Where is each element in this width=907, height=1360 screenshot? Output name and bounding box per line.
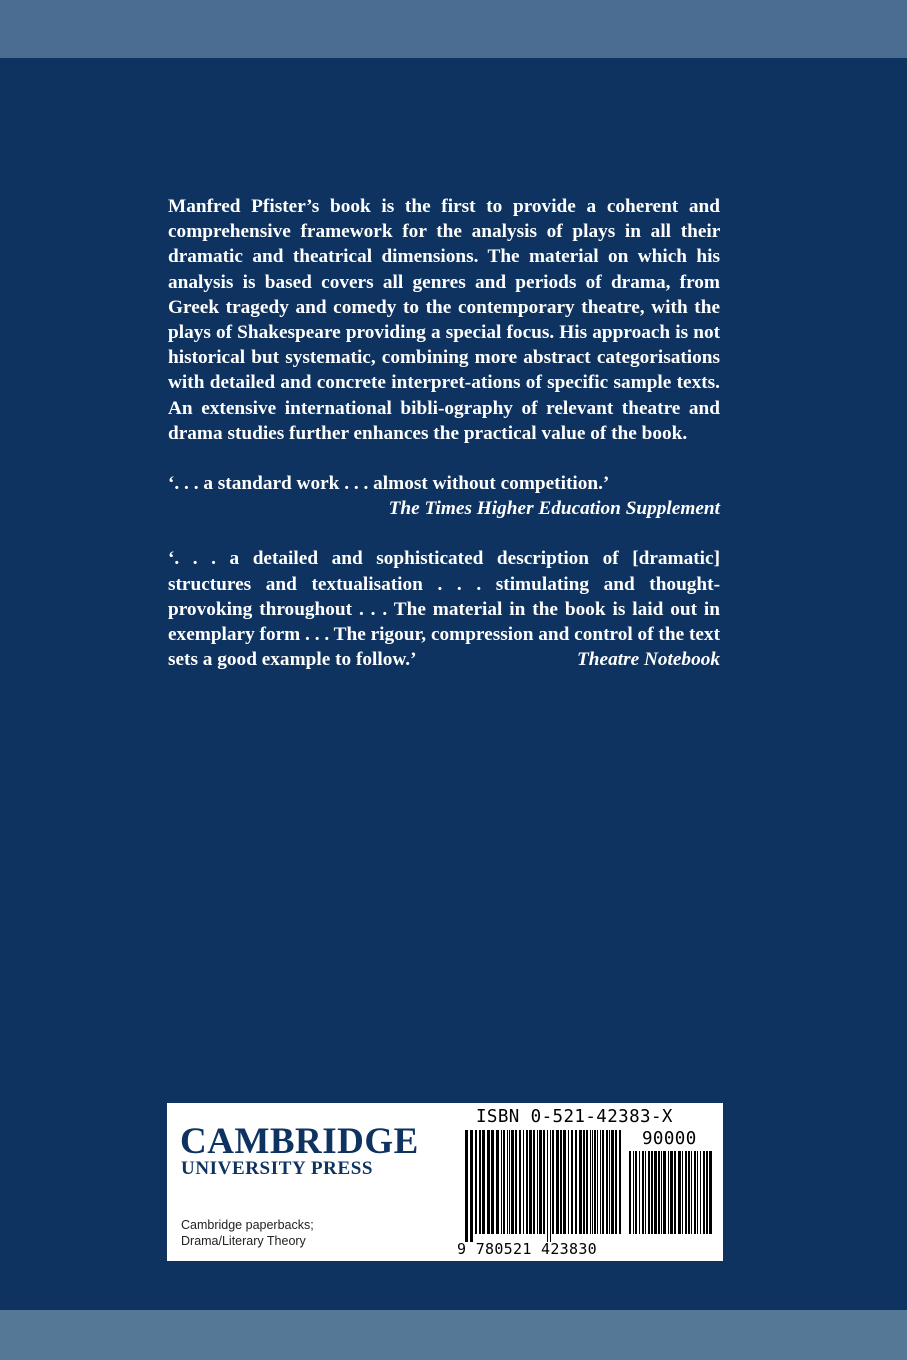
blurb-text (168, 194, 720, 672)
barcode-bar (592, 1130, 593, 1234)
barcode-bar (507, 1130, 508, 1234)
barcode-bar (503, 1130, 505, 1234)
barcode-bar (552, 1130, 554, 1234)
barcode-bar (519, 1130, 521, 1234)
price-code: 90000 (642, 1129, 697, 1149)
barcode-bar (479, 1130, 481, 1234)
barcode-bar (515, 1130, 517, 1234)
barcode-bar (465, 1130, 468, 1242)
barcode-bar (571, 1130, 573, 1234)
barcode-bar (682, 1151, 683, 1234)
barcode-bar (602, 1130, 604, 1234)
barcode-bar (685, 1151, 687, 1234)
barcode-bar (611, 1130, 614, 1234)
barcode-bar (543, 1130, 545, 1234)
barcode-bar (697, 1151, 698, 1234)
review-source-1: The Times Higher Education Supplement (388, 498, 720, 520)
barcode-bar (629, 1151, 631, 1234)
barcode-bar (511, 1130, 514, 1234)
barcode-bar (663, 1151, 666, 1234)
barcode-bar (501, 1130, 502, 1234)
review-source-2: Theatre Notebook (577, 649, 720, 671)
barcode-bar (703, 1151, 705, 1234)
barcode-bar (597, 1130, 598, 1234)
barcode-bar (658, 1151, 660, 1234)
barcode-bar (509, 1130, 510, 1234)
price-addon-barcode (629, 1151, 713, 1242)
barcode-bar (706, 1151, 708, 1234)
publisher-logo-subname: UNIVERSITY PRESS (181, 1158, 374, 1179)
barcode-bar (496, 1130, 499, 1234)
barcode-bar (651, 1151, 653, 1234)
barcode-bar (475, 1130, 477, 1234)
review-quote-1: ‘. . . a standard work . . . almost without competition.’ The Times Higher Education Supplement (168, 471, 720, 521)
barcode-bar (590, 1130, 591, 1234)
barcode-bar (645, 1151, 646, 1234)
barcode-bar (482, 1130, 485, 1234)
barcode-bar (491, 1130, 494, 1234)
barcode-bar (579, 1130, 582, 1234)
barcode-bar (709, 1151, 712, 1234)
barcode-bar (639, 1151, 640, 1234)
barcode-bar (606, 1130, 608, 1234)
barcode-bar (487, 1130, 490, 1234)
barcode-bar (556, 1130, 559, 1234)
barcode-bar (563, 1130, 566, 1234)
barcode-bar (537, 1130, 538, 1234)
barcode-bar (575, 1130, 577, 1234)
barcode-bar (635, 1151, 637, 1234)
barcode-bar (642, 1151, 644, 1234)
barcode-bar (700, 1151, 701, 1234)
barcode-bar (633, 1151, 634, 1234)
barcode-bar (568, 1130, 569, 1234)
publisher-logo-name: CAMBRIDGE (180, 1121, 419, 1162)
barcode-bar (586, 1130, 588, 1234)
top-edge-band (0, 0, 907, 58)
barcode-bar (600, 1130, 601, 1234)
barcode-bar (688, 1151, 690, 1234)
barcode-bar (691, 1151, 692, 1234)
barcode-bar (619, 1130, 621, 1234)
barcode-bar (654, 1151, 657, 1234)
barcode-bar (670, 1151, 673, 1234)
review-quote-2: ‘. . . a detailed and sophisticated description of [dramatic] structures and textualisation . . . stimulating and thought- provoking throughout . . . The material in the book is laid out in exemplary form . . . The rigour, compression and control of the text sets a good example to follow.’ Theatre Notebook (168, 546, 720, 672)
description-paragraph: Manfred Pfister’s book is the first to provide a coherent and comprehensive framework for the analysis of plays in all their dramatic and theatrical dimensions. The material on which his analysis is based covers all genres and periods of drama, from Greek tragedy and comedy to the contemporary theatre, with the plays of Shakespeare providing a special focus. His approach is not historical but systematic, combining more abstract categorisations with detailed and concrete interpret-ations of specific sample texts. An extensive international bibli-ography of relevant theatre and drama studies further enhances the practical value of the book. (168, 196, 721, 444)
ean-number: 9 780521 423830 (457, 1240, 597, 1258)
barcode-bar (661, 1151, 662, 1234)
barcode-bar (547, 1130, 548, 1242)
series-info (181, 1218, 381, 1249)
barcode-bar (668, 1151, 669, 1234)
barcode-bar (560, 1130, 562, 1234)
barcode-bar (526, 1130, 528, 1234)
isbn-text: ISBN 0-521-42383-X (476, 1107, 673, 1127)
ean-barcode (465, 1130, 625, 1242)
barcode-bar (550, 1130, 551, 1242)
barcode-bar (694, 1151, 696, 1234)
publisher-barcode-label (167, 1103, 723, 1261)
series-line-1: Cambridge paperbacks; (181, 1218, 314, 1232)
barcode-bar (583, 1130, 585, 1234)
barcode-bar (648, 1151, 650, 1234)
barcode-bar (615, 1130, 617, 1234)
barcode-bar (674, 1151, 676, 1234)
bottom-edge-band (0, 1310, 907, 1360)
barcode-bar (594, 1130, 596, 1234)
barcode-bar (523, 1130, 524, 1234)
barcode-bar (609, 1130, 610, 1234)
barcode-bar (533, 1130, 535, 1234)
series-line-2: Drama/Literary Theory (181, 1233, 306, 1248)
barcode-bar (470, 1130, 473, 1242)
barcode-bar (529, 1130, 532, 1234)
barcode-bar (678, 1151, 681, 1234)
barcode-bar (539, 1130, 542, 1234)
